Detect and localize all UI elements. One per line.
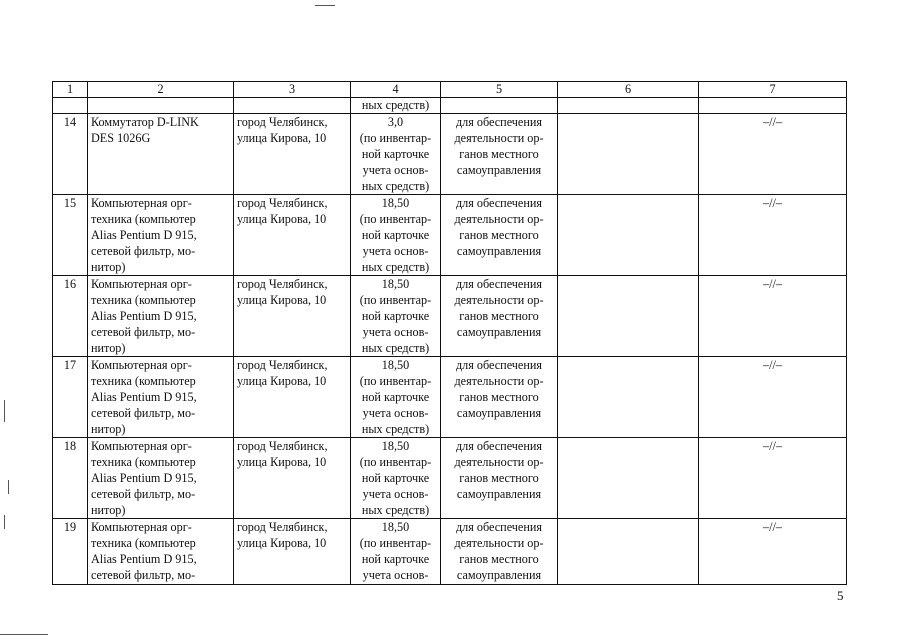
cell-line: ганов местного	[459, 309, 539, 323]
column-header-7: 7	[699, 82, 847, 98]
cell-line: город Челябинск,	[237, 520, 328, 534]
column-7-cell: –//–	[699, 438, 847, 519]
cell-line: Компьютерная орг-	[91, 520, 192, 534]
cell-line: деятельности ор-	[454, 455, 544, 469]
scan-mark-bottom	[0, 634, 48, 635]
cell-line: деятельности ор-	[454, 131, 544, 145]
cell-line: город Челябинск,	[237, 115, 328, 129]
cell-line: ганов местного	[459, 147, 539, 161]
cell-line: техника (компьютер	[91, 536, 196, 550]
column-6-cell	[558, 519, 699, 585]
cell-line: улица Кирова, 10	[237, 374, 327, 388]
cell-line: (по инвентар-	[359, 293, 432, 307]
row-number: 14	[53, 114, 88, 195]
cell-line: нитор)	[91, 260, 126, 274]
cell-line: для обеспечения	[455, 439, 542, 453]
cell-line: деятельности ор-	[454, 212, 544, 226]
cell-line: нитор)	[91, 503, 126, 517]
cell-line: ганов местного	[459, 471, 539, 485]
cell-line: ганов местного	[459, 390, 539, 404]
row-number: 19	[53, 519, 88, 585]
cell-line: 18,50	[381, 439, 410, 453]
item-name-cell	[88, 114, 234, 195]
cell-line: ных средств)	[361, 503, 430, 517]
cell-line: улица Кирова, 10	[237, 293, 327, 307]
cell-line: город Челябинск,	[237, 196, 328, 210]
cell-line: (по инвентар-	[359, 455, 432, 469]
cell-line: Alias Pentium D 915,	[91, 228, 197, 242]
column-6-cell	[558, 195, 699, 276]
cell-line: Alias Pentium D 915,	[91, 390, 197, 404]
scan-mark-left-3	[4, 515, 5, 529]
cell-line: нитор)	[91, 341, 126, 355]
purpose-cell	[441, 438, 558, 519]
cell-line: деятельности ор-	[454, 293, 544, 307]
cell	[699, 98, 847, 114]
page-number: 5	[837, 588, 844, 603]
column-header-5: 5	[441, 82, 558, 98]
scan-mark-left-2	[8, 480, 9, 494]
cell-line: Коммутатор D-LINK	[91, 115, 199, 129]
cell-line: сетевой фильтр, мо-	[91, 406, 196, 420]
column-header-4: 4	[351, 82, 441, 98]
cell-line: ных средств)	[361, 422, 430, 436]
cell-line: ных средств)	[361, 341, 430, 355]
cell-line: сетевой фильтр, мо-	[91, 244, 196, 258]
cell-line: 18,50	[381, 520, 410, 534]
value-cell	[351, 438, 441, 519]
purpose-cell	[441, 276, 558, 357]
cell-line: (по инвентар-	[359, 536, 432, 550]
cell-line: ной карточке	[361, 552, 430, 566]
address-cell	[234, 357, 351, 438]
value-cell	[351, 519, 441, 585]
cell-line: ной карточке	[361, 309, 430, 323]
table-row	[53, 438, 847, 519]
column-7-cell: –//–	[699, 357, 847, 438]
property-register-table	[52, 81, 847, 585]
cell-line: ной карточке	[361, 228, 430, 242]
column-header-6: 6	[558, 82, 699, 98]
cell-line: ных средств)	[361, 260, 430, 274]
value-cell: ных средств)	[351, 98, 441, 114]
cell-line: сетевой фильтр, мо-	[91, 487, 196, 501]
table-row	[53, 114, 847, 195]
value-cell	[351, 276, 441, 357]
row-number: 18	[53, 438, 88, 519]
cell-line: для обеспечения	[455, 115, 542, 129]
table-row	[53, 519, 847, 585]
column-7-cell: –//–	[699, 276, 847, 357]
table-row	[53, 357, 847, 438]
cell-line: техника (компьютер	[91, 455, 196, 469]
value-cell	[351, 114, 441, 195]
column-6-cell	[558, 438, 699, 519]
cell-line: ной карточке	[361, 147, 430, 161]
cell-line: деятельности ор-	[454, 374, 544, 388]
cell-line: улица Кирова, 10	[237, 455, 327, 469]
address-cell	[234, 114, 351, 195]
cell-line: 18,50	[381, 277, 410, 291]
continuation-row	[53, 98, 847, 114]
cell-line: улица Кирова, 10	[237, 131, 327, 145]
cell	[234, 98, 351, 114]
table-row	[53, 195, 847, 276]
cell-line: улица Кирова, 10	[237, 536, 327, 550]
cell-line: учета основ-	[362, 244, 429, 258]
cell-line: для обеспечения	[455, 277, 542, 291]
cell-line: Компьютерная орг-	[91, 439, 192, 453]
purpose-cell	[441, 195, 558, 276]
cell-line: Alias Pentium D 915,	[91, 309, 197, 323]
item-name-cell	[88, 195, 234, 276]
cell-line: техника (компьютер	[91, 374, 196, 388]
cell-line: самоуправления	[456, 163, 542, 177]
column-7-cell: –//–	[699, 195, 847, 276]
cell-line: самоуправления	[456, 568, 542, 582]
cell-line: ной карточке	[361, 471, 430, 485]
address-cell	[234, 519, 351, 585]
row-number: 17	[53, 357, 88, 438]
column-header-1: 1	[53, 82, 88, 98]
item-name-cell	[88, 438, 234, 519]
cell-line: учета основ-	[362, 406, 429, 420]
address-cell	[234, 438, 351, 519]
purpose-cell	[441, 357, 558, 438]
cell	[558, 98, 699, 114]
header-row	[53, 82, 847, 98]
row-number: 16	[53, 276, 88, 357]
cell-line: учета основ-	[362, 163, 429, 177]
address-cell	[234, 195, 351, 276]
cell-line: ной карточке	[361, 390, 430, 404]
column-6-cell	[558, 114, 699, 195]
cell-line: техника (компьютер	[91, 212, 196, 226]
cell-line: учета основ-	[362, 325, 429, 339]
row-number: 15	[53, 195, 88, 276]
column-header-2: 2	[88, 82, 234, 98]
cell-line: улица Кирова, 10	[237, 212, 327, 226]
cell	[88, 98, 234, 114]
cell-line: сетевой фильтр, мо-	[91, 568, 196, 582]
cell-line: 18,50	[381, 196, 410, 210]
cell-line: DES 1026G	[91, 131, 151, 145]
cell-line: для обеспечения	[455, 358, 542, 372]
column-7-cell: –//–	[699, 519, 847, 585]
column-7-cell: –//–	[699, 114, 847, 195]
cell-line: Компьютерная орг-	[91, 196, 192, 210]
cell-line: Alias Pentium D 915,	[91, 552, 197, 566]
cell-line: самоуправления	[456, 487, 542, 501]
cell-line: учета основ-	[362, 568, 429, 582]
cell-line: деятельности ор-	[454, 536, 544, 550]
cell-line: для обеспечения	[455, 196, 542, 210]
purpose-cell	[441, 519, 558, 585]
item-name-cell	[88, 519, 234, 585]
value-cell	[351, 357, 441, 438]
cell-line: 18,50	[381, 358, 410, 372]
cell-line: техника (компьютер	[91, 293, 196, 307]
cell-line: самоуправления	[456, 325, 542, 339]
cell-line: Alias Pentium D 915,	[91, 471, 197, 485]
scan-mark-left-1	[4, 400, 5, 422]
column-6-cell	[558, 276, 699, 357]
item-name-cell	[88, 357, 234, 438]
cell-line: (по инвентар-	[359, 212, 432, 226]
cell-line: ных средств)	[361, 179, 430, 193]
cell-line: сетевой фильтр, мо-	[91, 325, 196, 339]
cell-line: для обеспечения	[455, 520, 542, 534]
cell	[441, 98, 558, 114]
cell-line: нитор)	[91, 422, 126, 436]
scan-mark-top	[315, 5, 335, 6]
purpose-cell	[441, 114, 558, 195]
cell-line: город Челябинск,	[237, 358, 328, 372]
column-6-cell	[558, 357, 699, 438]
cell-line: 3,0	[387, 115, 404, 129]
cell-line: ганов местного	[459, 228, 539, 242]
cell-line: город Челябинск,	[237, 439, 328, 453]
cell-line: учета основ-	[362, 487, 429, 501]
cell	[53, 98, 88, 114]
cell-line: город Челябинск,	[237, 277, 328, 291]
value-cell	[351, 195, 441, 276]
column-header-3: 3	[234, 82, 351, 98]
cell-line: (по инвентар-	[359, 131, 432, 145]
cell-line: Компьютерная орг-	[91, 277, 192, 291]
item-name-cell	[88, 276, 234, 357]
cell-line: самоуправления	[456, 244, 542, 258]
cell-line: (по инвентар-	[359, 374, 432, 388]
table-row	[53, 276, 847, 357]
address-cell	[234, 276, 351, 357]
cell-line: Компьютерная орг-	[91, 358, 192, 372]
cell-line: ганов местного	[459, 552, 539, 566]
cell-line: самоуправления	[456, 406, 542, 420]
